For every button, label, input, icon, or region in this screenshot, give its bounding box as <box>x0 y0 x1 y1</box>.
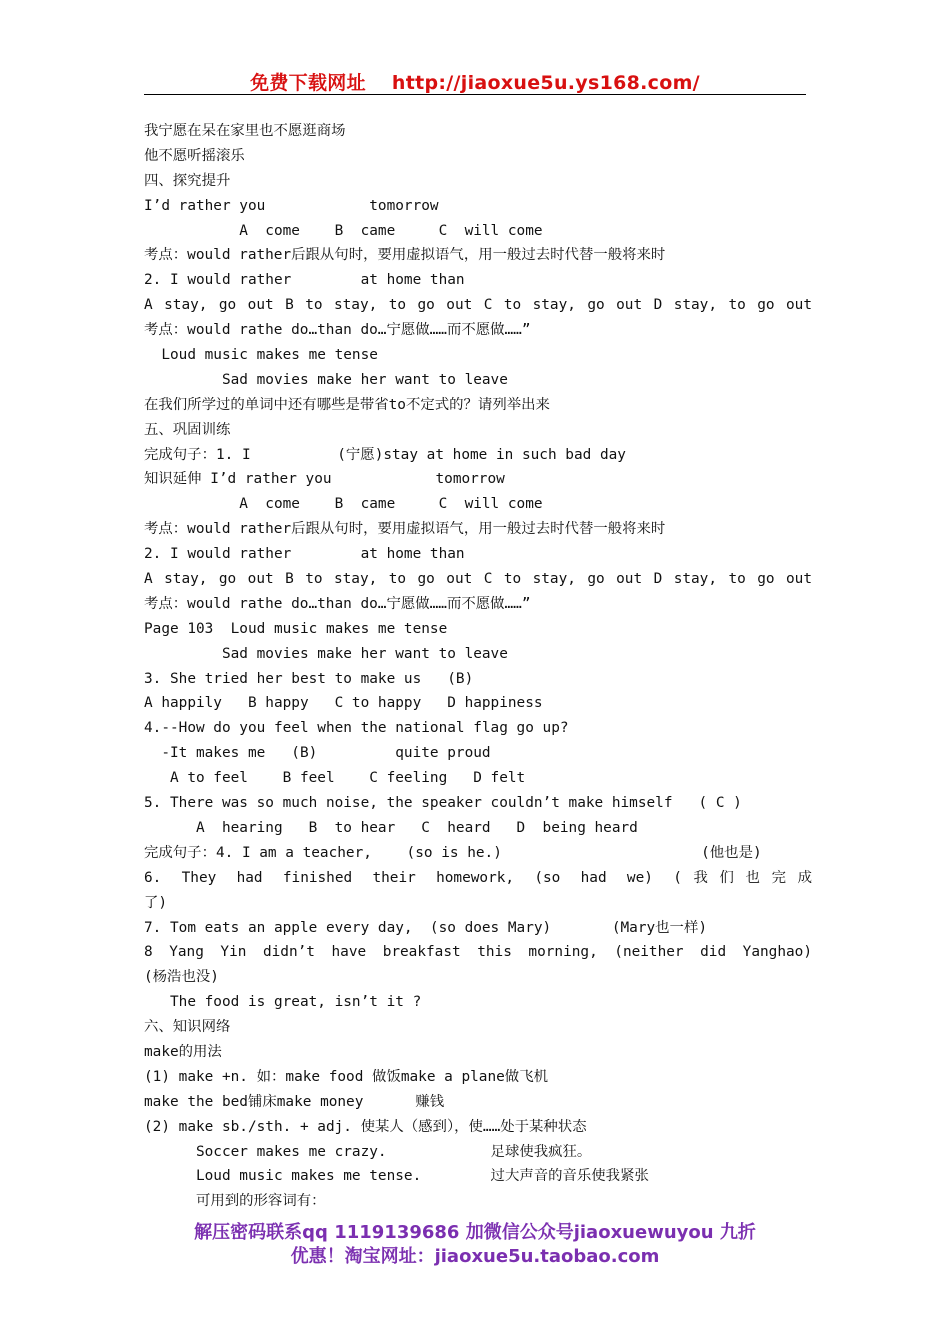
text-line: Loud music makes me tense. 过大声音的音乐使我紧张 <box>144 1168 649 1185</box>
text-line: 六、知识网络 <box>144 1019 231 1036</box>
text-line: (1) make +n. 如：make food 做饭make a plane做飞机 <box>144 1068 548 1085</box>
text-line: Page 103 Loud music makes me tense <box>144 620 448 637</box>
text-line: 考点：would rather后跟从句时，要用虚拟语气，用一般过去时代替一般将来时 <box>144 521 666 538</box>
header-rule <box>144 94 806 95</box>
text-line: A hearing B to hear C heard D being heard <box>144 819 638 836</box>
text-line: 2. I would rather at home than <box>144 272 465 289</box>
text-line: 我宁愿在呆在家里也不愿逛商场 <box>144 123 346 139</box>
text-line: 完成句子：4. I am a teacher, (so is he.) (他也是) <box>144 844 762 861</box>
text-line: 完成句子：1. I (宁愿)stay at home in such bad day <box>144 446 626 463</box>
text-line: 五、巩固训练 <box>144 421 231 438</box>
text-line: The food is great, isn’t it ? <box>144 994 422 1011</box>
text-line: Soccer makes me crazy. 足球使我疯狂。 <box>144 1143 592 1160</box>
text-line: 4.--How do you feel when the national flag go up? <box>144 720 569 737</box>
footer-line-1: 解压密码联系qq 1119139686 加微信公众号jiaoxuewuyou 九折 <box>194 1222 756 1243</box>
text-line: Sad movies make her want to leave <box>144 371 508 388</box>
text-line: 知识延伸 I’d rather you tomorrow <box>144 471 505 488</box>
site-url[interactable]: http://jiaoxue5u.ys168.com/ <box>391 72 700 94</box>
text-line: A come B came C will come <box>144 496 543 513</box>
text-line: 在我们所学过的单词中还有哪些是带省to不定式的？请列举出来 <box>144 396 550 413</box>
text-line: (2) make sb./sth. + adj. 使某人（感到），使……处于某种状态 <box>144 1118 587 1135</box>
text-line: A happily B happy C to happy D happiness <box>144 695 543 712</box>
text-line: (杨浩也没) <box>144 969 219 986</box>
text-line: 了) <box>144 894 168 911</box>
text-line: 考点：would rathe do…than do…宁愿做……而不愿做……” <box>144 595 531 612</box>
footer-line-2: 优惠！淘宝网址：jiaoxue5u.taobao.com <box>290 1246 660 1267</box>
text-line: 3. She tried her best to make us (B) <box>144 670 474 687</box>
text-line: Loud music makes me tense <box>144 347 378 364</box>
text-line: I’d rather you tomorrow <box>144 197 439 214</box>
text-line: 四、探究提升 <box>144 172 231 189</box>
text-line: 2. I would rather at home than <box>144 546 465 563</box>
text-line: Sad movies make her want to leave <box>144 645 508 662</box>
text-line: 8 Yang Yin didn’t have breakfast this morning, (neither did Yanghao) <box>144 944 812 961</box>
text-line: 7. Tom eats an apple every day, (so does Mary) (Mary也一样) <box>144 919 708 936</box>
header-banner <box>144 68 806 95</box>
text-line: make the bed铺床make money 赚钱 <box>144 1093 445 1110</box>
text-line: 可用到的形容词有： <box>144 1193 326 1210</box>
text-line: A stay, go out B to stay, to go out C to stay, go out D stay, to go out <box>144 297 812 314</box>
text-line: 考点：would rather后跟从句时，要用虚拟语气，用一般过去时代替一般将来时 <box>144 247 666 264</box>
text-line: A stay, go out B to stay, to go out C to stay, go out D stay, to go out <box>144 571 812 588</box>
text-line: make的用法 <box>144 1043 222 1060</box>
text-line: -It makes me (B) quite proud <box>144 745 491 762</box>
text-line: 5. There was so much noise, the speaker couldn’t make himself ( C ) <box>144 795 742 812</box>
text-line: 他不愿听摇滚乐 <box>144 147 245 164</box>
text-line: A to feel B feel C feeling D felt <box>144 770 526 787</box>
document-body <box>144 119 812 1214</box>
text-line: A come B came C will come <box>144 222 543 239</box>
site-name: 免费下载网址 <box>250 72 366 94</box>
text-line: 6. They had finished their homework, (so had we) (我们也完成 <box>144 869 812 886</box>
text-line: 考点：would rathe do…than do…宁愿做……而不愿做……” <box>144 322 531 339</box>
